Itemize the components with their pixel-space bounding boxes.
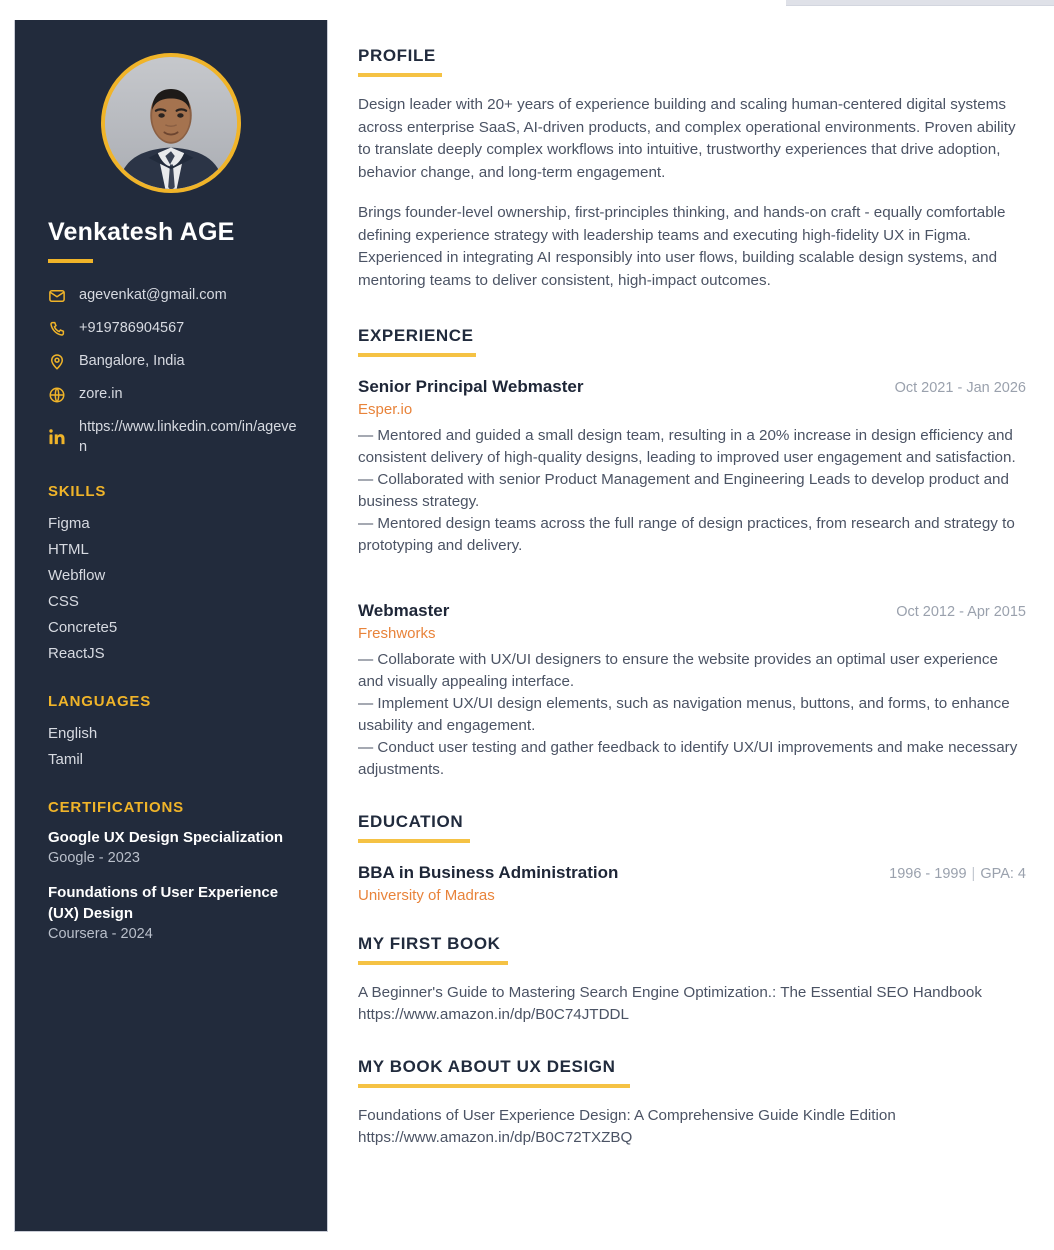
list-item: HTML: [48, 541, 89, 558]
job-date: Oct 2021 - Jan 2026: [894, 380, 1026, 396]
section-book-two: [358, 1057, 1026, 1149]
section-underline: [358, 1084, 630, 1088]
education-gpa: GPA: 4: [980, 866, 1026, 882]
section-experience: [358, 326, 1026, 781]
education-heading: EDUCATION: [358, 812, 464, 831]
avatar: [101, 53, 241, 193]
name-divider: [48, 259, 93, 263]
job-date: Oct 2012 - Apr 2015: [896, 604, 1026, 620]
skills-heading: SKILLS: [48, 483, 107, 500]
entry-header: [358, 863, 1026, 883]
list-item: CSS: [48, 593, 79, 610]
section-profile: [358, 46, 1026, 292]
school-name: University of Madras: [358, 887, 495, 904]
job-bullets: [358, 425, 1026, 557]
contact-phone-value: +919786904567: [79, 320, 185, 336]
email-icon: [48, 287, 66, 305]
location-pin-icon: [48, 353, 66, 371]
job-bullets: [358, 649, 1026, 781]
full-name: Venkatesh AGE: [48, 218, 235, 246]
contact-location: [48, 351, 301, 371]
list-item: — Collaborate with UX/UI designers to ensure the website provides an optimal user experience and visually appealing interface.: [358, 651, 998, 690]
certifications-list: [15, 827, 327, 945]
entry-header: [358, 601, 1026, 621]
list-item: [15, 882, 327, 945]
list-item: Concrete5: [48, 619, 118, 636]
certification-issuer: Google - 2023: [48, 850, 140, 866]
contact-location-value: Bangalore, India: [79, 353, 185, 369]
certification-title: Foundations of User Experience (UX) Design: [48, 884, 279, 922]
meta-divider: |: [971, 866, 976, 882]
contact-email[interactable]: [48, 285, 301, 305]
profile-paragraph: Brings founder-level ownership, first-principles thinking, and hands-on craft - equally comfortable defining experience strategy with leadership teams and executing high-fidelity UX in Figma. Experienced in integrating AI responsibly into user flows, building scalable design systems, and mentoring teams to deliver consistent, high-impact outcomes.: [358, 204, 1006, 289]
contact-website[interactable]: [48, 384, 301, 404]
contact-email-value: agevenkat@gmail.com: [79, 287, 227, 303]
list-item: Tamil: [48, 751, 84, 768]
linkedin-icon: [48, 428, 66, 446]
contact-linkedin[interactable]: [48, 417, 301, 457]
languages-list: [15, 721, 327, 773]
book-one-url[interactable]: https://www.amazon.in/dp/B0C74JTDDL: [358, 1006, 629, 1023]
job-title: Webmaster: [358, 601, 450, 620]
education-meta: [889, 866, 1026, 882]
list-item: ReactJS: [48, 645, 105, 662]
list-item: English: [48, 725, 98, 742]
job-company: Freshworks: [358, 625, 436, 642]
degree-title: BBA in Business Administration: [358, 863, 619, 882]
book-two-heading: MY BOOK ABOUT UX DESIGN: [358, 1057, 616, 1076]
contact-linkedin-value: https://www.linkedin.com/in/ageven: [79, 419, 297, 455]
list-item: — Mentored and guided a small design team, resulting in a 20% increase in design efficiency and consistent delivery of high-quality designs, leading to improved user engagement and satisfaction.: [358, 427, 1016, 466]
contact-list: [15, 285, 327, 457]
job-company: Esper.io: [358, 401, 413, 418]
profile-heading: PROFILE: [358, 46, 436, 65]
list-item: Figma: [48, 515, 90, 532]
page-top-edge: [786, 0, 1054, 6]
list-item: — Mentored design teams across the full range of design practices, from research and strategy to prototyping and delivery.: [358, 515, 1015, 554]
phone-icon: [48, 320, 66, 338]
sidebar: [14, 20, 328, 1232]
list-item: — Collaborated with senior Product Management and Engineering Leads to develop product and business strategy.: [358, 471, 1009, 510]
profile-photo-icon: [105, 57, 237, 189]
certification-title: Google UX Design Specialization: [48, 829, 284, 846]
languages-heading: LANGUAGES: [48, 693, 152, 710]
certification-issuer: Coursera - 2024: [48, 926, 153, 942]
book-one-heading: MY FIRST BOOK: [358, 934, 501, 953]
profile-paragraph: Design leader with 20+ years of experience building and scaling human-centered digital systems across enterprise SaaS, AI-driven products, and complex operational environments. Proven ability to translate deeply complex workflows into intuitive, trustworthy experiences that drive adoption, behavior change, and long-term engagement.: [358, 96, 1016, 181]
list-item: Webflow: [48, 567, 106, 584]
entry-header: [358, 377, 1026, 397]
list-item: — Conduct user testing and gather feedback to identify UX/UI improvements and make necessary adjustments.: [358, 739, 1018, 778]
section-underline: [358, 353, 476, 357]
section-underline: [358, 839, 470, 843]
book-one-title: A Beginner's Guide to Mastering Search Engine Optimization.: The Essential SEO Handbook: [358, 984, 982, 1001]
list-item: [15, 827, 327, 869]
section-underline: [358, 73, 442, 77]
skills-list: [15, 511, 327, 667]
contact-website-value: zore.in: [79, 386, 123, 402]
experience-entry: [358, 601, 1026, 781]
book-two-title: Foundations of User Experience Design: A Comprehensive Guide Kindle Edition: [358, 1107, 896, 1124]
section-book-one: [358, 934, 1026, 1026]
section-underline: [358, 961, 508, 965]
experience-heading: EXPERIENCE: [358, 326, 474, 345]
avatar-container: [15, 20, 327, 193]
job-title: Senior Principal Webmaster: [358, 377, 584, 396]
section-education: [358, 812, 1026, 904]
education-entry: [358, 863, 1026, 904]
education-years: 1996 - 1999: [889, 866, 967, 882]
list-item: — Implement UX/UI design elements, such as navigation menus, buttons, and forms, to enhance usability and engagement.: [358, 695, 1010, 734]
main-content: [358, 46, 1026, 1149]
book-two-url[interactable]: https://www.amazon.in/dp/B0C72TXZBQ: [358, 1129, 633, 1146]
globe-icon: [48, 386, 66, 404]
experience-entry: [358, 377, 1026, 557]
contact-phone[interactable]: [48, 318, 301, 338]
certifications-heading: CERTIFICATIONS: [48, 799, 184, 816]
